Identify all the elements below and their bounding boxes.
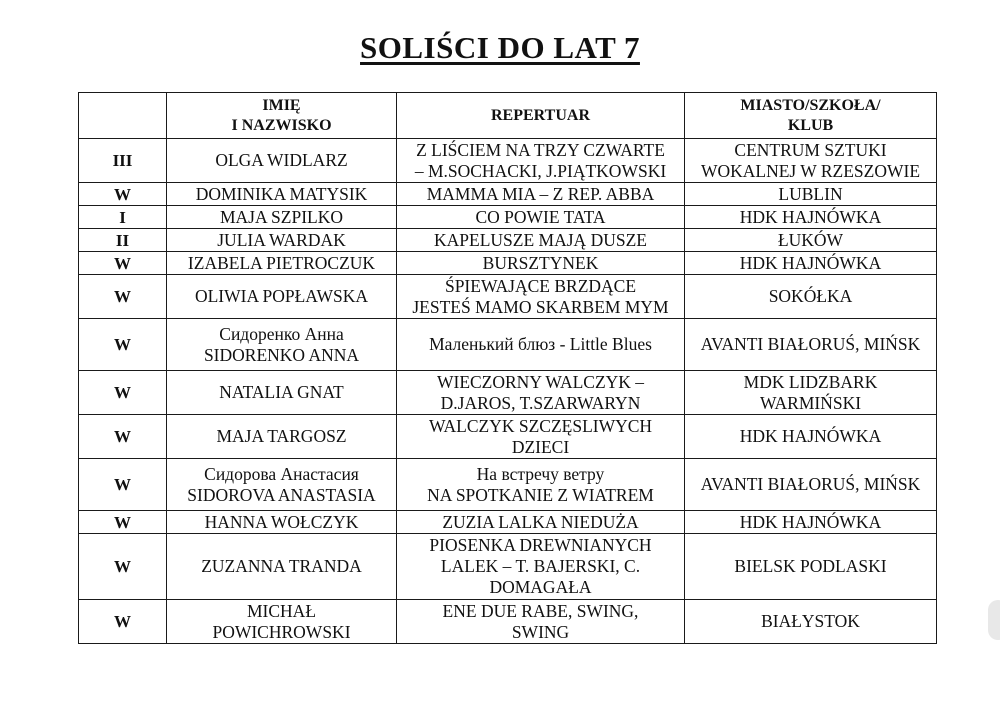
name-cell-line: Сидоренко Анна bbox=[219, 323, 344, 344]
name-cell bbox=[167, 511, 397, 534]
city-cell-line: AVANTI BIAŁORUŚ, MIŃSK bbox=[700, 334, 921, 354]
repertoire-cell-line: DOMAGAŁA bbox=[489, 577, 592, 597]
city-cell-line: HDK HAJNÓWKA bbox=[739, 252, 882, 273]
name-cell-line: MAJA SZPILKO bbox=[219, 206, 343, 227]
repertoire-cell-line: PIOSENKA DREWNIANYCH bbox=[429, 535, 652, 555]
name-cell bbox=[167, 415, 397, 459]
repertoire-cell bbox=[397, 206, 685, 229]
repertoire-cell-line: NA SPOTKANIE Z WIATREM bbox=[427, 484, 654, 505]
repertoire-cell bbox=[397, 229, 685, 252]
name-cell-line: POWICHROWSKI bbox=[212, 621, 351, 642]
repertoire-cell-line: KAPELUSZE MAJĄ DUSZE bbox=[434, 229, 647, 250]
city-cell-line: ŁUKÓW bbox=[777, 229, 844, 250]
repertoire-cell-line: ZUZIA LALKA NIEDUŻA bbox=[442, 511, 639, 532]
city-cell bbox=[685, 371, 937, 415]
city-cell-line: HDK HAJNÓWKA bbox=[739, 511, 882, 532]
repertoire-cell bbox=[397, 139, 685, 183]
repertoire-cell bbox=[397, 319, 685, 371]
place-cell: III bbox=[79, 139, 167, 183]
place-cell: I bbox=[79, 206, 167, 229]
repertoire-cell-line: Z LIŚCIEM NA TRZY CZWARTE bbox=[416, 139, 665, 160]
city-cell-line: HDK HAJNÓWKA bbox=[739, 426, 882, 446]
city-cell-line: BIELSK PODLASKI bbox=[734, 556, 887, 576]
name-cell-line: OLGA WIDLARZ bbox=[215, 150, 348, 170]
city-cell-line: CENTRUM SZTUKI bbox=[734, 139, 887, 160]
name-cell bbox=[167, 600, 397, 644]
table-row bbox=[79, 183, 937, 206]
name-cell bbox=[167, 459, 397, 511]
city-cell bbox=[685, 415, 937, 459]
city-cell bbox=[685, 183, 937, 206]
city-cell-line: MDK LIDZBARK bbox=[743, 371, 878, 392]
repertoire-cell-line: D.JAROS, T.SZARWARYN bbox=[440, 392, 641, 413]
repertoire-cell bbox=[397, 600, 685, 644]
name-cell-line: JULIA WARDAK bbox=[217, 229, 346, 250]
place-cell: W bbox=[79, 252, 167, 275]
repertoire-cell-line: CO POWIE TATA bbox=[475, 206, 606, 227]
table-body bbox=[79, 139, 937, 644]
city-cell-line: WOKALNEJ W RZESZOWIE bbox=[700, 160, 921, 181]
place-cell: W bbox=[79, 183, 167, 206]
results-table bbox=[78, 92, 937, 644]
table-row bbox=[79, 511, 937, 534]
table-row bbox=[79, 371, 937, 415]
name-cell bbox=[167, 139, 397, 183]
name-cell bbox=[167, 229, 397, 252]
repertoire-cell bbox=[397, 275, 685, 319]
repertoire-cell bbox=[397, 459, 685, 511]
name-cell bbox=[167, 252, 397, 275]
city-cell-line: LUBLIN bbox=[778, 183, 843, 204]
name-cell-line: ZUZANNA TRANDA bbox=[201, 556, 362, 576]
header-name: IMIĘ I NAZWISKO bbox=[167, 93, 397, 139]
city-cell bbox=[685, 511, 937, 534]
repertoire-cell-line: – M.SOCHACKI, J.PIĄTKOWSKI bbox=[414, 160, 667, 181]
scroll-edge bbox=[988, 600, 1000, 640]
repertoire-cell-line: ENE DUE RABE, SWING, bbox=[442, 600, 639, 621]
place-cell: W bbox=[79, 459, 167, 511]
repertoire-cell-line: ŚPIEWAJĄCE BRZDĄCE bbox=[444, 275, 637, 296]
name-cell bbox=[167, 319, 397, 371]
city-cell bbox=[685, 229, 937, 252]
name-cell-line: IZABELA PIETROCZUK bbox=[187, 252, 376, 273]
place-cell: II bbox=[79, 229, 167, 252]
name-cell-line: HANNA WOŁCZYK bbox=[204, 511, 359, 532]
name-cell bbox=[167, 534, 397, 600]
repertoire-cell bbox=[397, 415, 685, 459]
name-cell bbox=[167, 183, 397, 206]
city-cell-line: AVANTI BIAŁORUŚ, MIŃSK bbox=[700, 474, 921, 494]
place-cell: W bbox=[79, 534, 167, 600]
place-cell: W bbox=[79, 275, 167, 319]
table-row bbox=[79, 600, 937, 644]
city-cell-line: HDK HAJNÓWKA bbox=[739, 206, 882, 227]
repertoire-cell-line: DZIECI bbox=[511, 436, 570, 457]
name-cell-line: DOMINIKA MATYSIK bbox=[195, 183, 368, 204]
city-cell-line: SOKÓŁKA bbox=[768, 286, 853, 306]
header-city: MIASTO/SZKOŁA/ KLUB bbox=[685, 93, 937, 139]
table-row bbox=[79, 275, 937, 319]
city-cell bbox=[685, 600, 937, 644]
name-cell-line: OLIWIA POPŁAWSKA bbox=[194, 286, 369, 306]
header-row bbox=[79, 93, 937, 139]
repertoire-cell-line: BURSZTYNEK bbox=[482, 252, 599, 273]
city-cell bbox=[685, 459, 937, 511]
repertoire-cell-line: Маленький блюз - Little Blues bbox=[429, 334, 652, 354]
repertoire-cell-line: На встречу ветру bbox=[476, 463, 605, 484]
name-cell-line: MAJA TARGOSZ bbox=[216, 426, 347, 446]
repertoire-cell-line: LALEK – T. BAJERSKI, C. bbox=[440, 556, 641, 576]
city-cell bbox=[685, 206, 937, 229]
place-cell: W bbox=[79, 371, 167, 415]
repertoire-cell-line: WIECZORNY WALCZYK – bbox=[436, 371, 645, 392]
repertoire-cell bbox=[397, 252, 685, 275]
repertoire-cell bbox=[397, 511, 685, 534]
table-row bbox=[79, 534, 937, 600]
repertoire-cell-line: MAMMA MIA – Z REP. ABBA bbox=[426, 183, 655, 204]
name-cell bbox=[167, 275, 397, 319]
repertoire-cell bbox=[397, 183, 685, 206]
table-row bbox=[79, 229, 937, 252]
repertoire-cell-line: JESTEŚ MAMO SKARBEM MYM bbox=[412, 296, 669, 317]
name-cell bbox=[167, 371, 397, 415]
place-cell: W bbox=[79, 415, 167, 459]
table-row bbox=[79, 459, 937, 511]
table-row bbox=[79, 252, 937, 275]
repertoire-cell-line: WALCZYK SZCZĘSLIWYCH bbox=[428, 415, 653, 436]
header-repertoire: REPERTUAR bbox=[397, 93, 685, 139]
city-cell bbox=[685, 319, 937, 371]
city-cell bbox=[685, 275, 937, 319]
name-cell-line: SIDOROVA ANASTASIA bbox=[187, 484, 376, 505]
city-cell bbox=[685, 534, 937, 600]
name-cell bbox=[167, 206, 397, 229]
name-cell-line: MICHAŁ bbox=[246, 600, 317, 621]
table-row bbox=[79, 415, 937, 459]
table-row bbox=[79, 319, 937, 371]
city-cell-line: BIAŁYSTOK bbox=[761, 611, 860, 631]
page-title: SOLIŚCI DO LAT 7 bbox=[360, 30, 640, 65]
city-cell bbox=[685, 139, 937, 183]
place-cell: W bbox=[79, 319, 167, 371]
table-row bbox=[79, 206, 937, 229]
header-place bbox=[79, 93, 167, 139]
city-cell-line: WARMIŃSKI bbox=[759, 392, 862, 413]
name-cell-line: Сидорова Анастасия bbox=[204, 463, 359, 484]
city-cell bbox=[685, 252, 937, 275]
name-cell-line: NATALIA GNAT bbox=[219, 382, 344, 402]
repertoire-cell-line: SWING bbox=[511, 621, 570, 642]
name-cell-line: SIDORENKO ANNA bbox=[203, 344, 360, 365]
repertoire-cell bbox=[397, 371, 685, 415]
place-cell: W bbox=[79, 600, 167, 644]
repertoire-cell bbox=[397, 534, 685, 600]
place-cell: W bbox=[79, 511, 167, 534]
table-row bbox=[79, 139, 937, 183]
